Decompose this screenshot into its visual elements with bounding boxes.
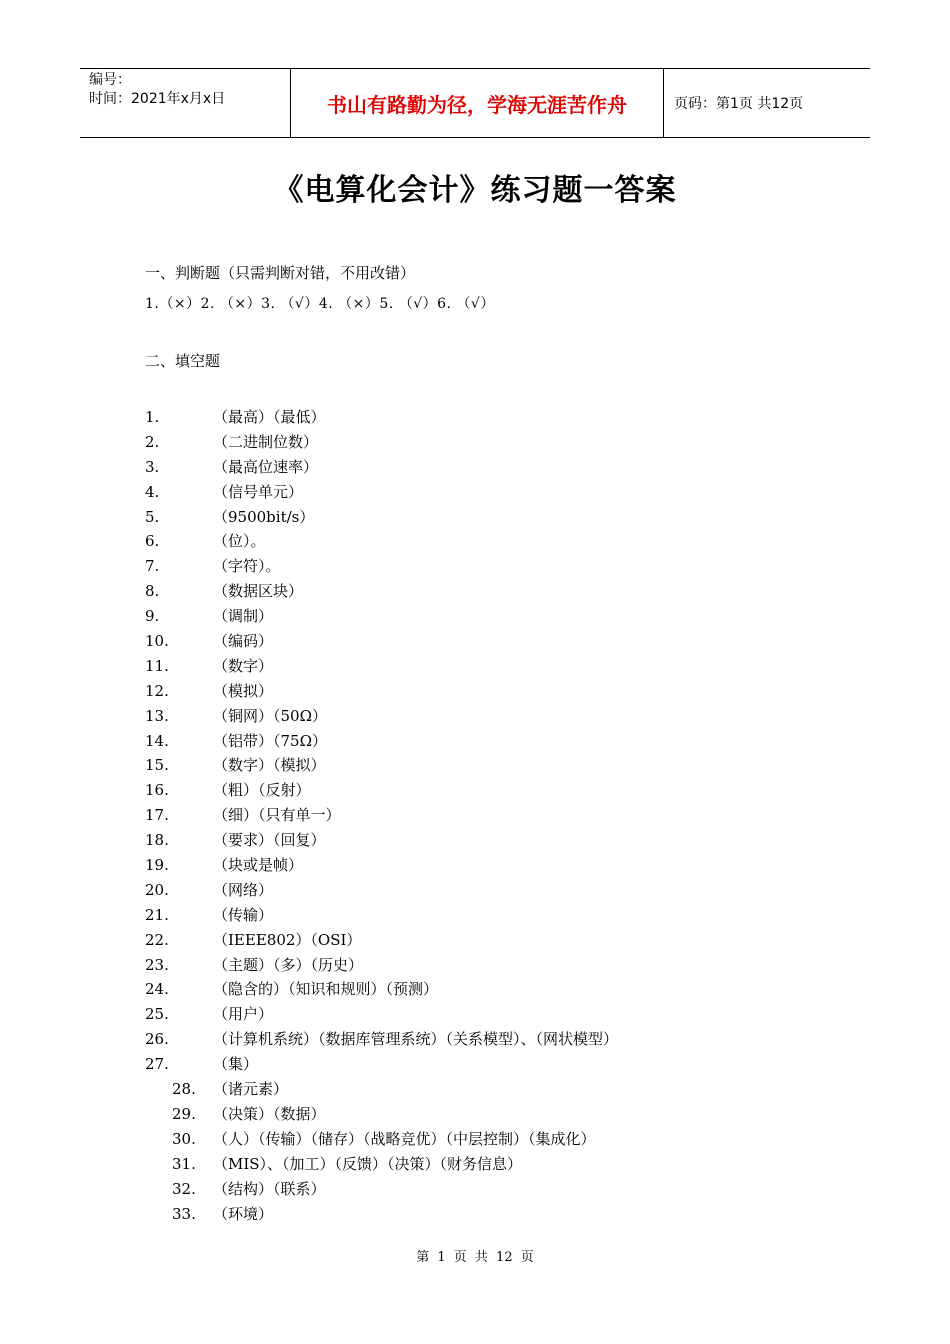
item-answer: （计算机系统）（数据库管理系统）（关系模型）、（网状模型） [213,1030,619,1049]
item-answer: （粗）（反射） [213,781,311,800]
item-answer: （二进制位数） [213,432,319,451]
list-item [0,1027,950,1052]
item-answer: （模拟） [213,681,274,700]
item-number: 13. [145,706,169,725]
item-number: 7. [145,557,160,576]
list-item [0,1052,950,1077]
list-item [0,778,950,803]
item-number: 26. [145,1030,169,1049]
item-answer: （9500bit/s） [213,507,315,526]
list-item [0,878,950,903]
item-number: 4. [145,482,160,501]
section1-answers: 1.（×）2. （×）3. （√）4. （×）5. （√）6. （√） [145,296,495,312]
page-footer: 第 1 页 共 12 页 [416,1250,534,1265]
document-title: 《电算化会计》练习题一答案 [273,173,677,208]
item-number: 1. [145,408,160,426]
item-number: 10. [145,632,169,651]
list-item [0,430,950,455]
item-number: 21. [145,905,169,924]
item-answer: （信号单元） [213,482,304,501]
item-number: 20. [145,880,169,899]
list-item [0,753,950,778]
item-number: 29. [172,1104,196,1123]
header-motto: 书山有路勤为径，学海无涯苦作舟 [291,69,664,137]
list-item [0,1127,950,1152]
item-answer: （最高位速率） [213,457,319,476]
item-answer: （用户） [213,1005,274,1024]
list-item [0,554,950,579]
fill-in-answer-list [0,405,950,1226]
item-number: 22. [145,930,169,949]
item-number: 8. [145,582,160,601]
item-answer: （结构）（联系） [213,1179,326,1198]
number-label: 编号： [89,72,131,88]
list-item [0,1002,950,1027]
list-item [0,654,950,679]
item-answer: （数据区块） [213,582,304,601]
item-answer: （集） [213,1055,259,1074]
item-number: 18. [145,831,169,850]
item-number: 12. [145,681,169,700]
item-answer: （决策）（数据） [213,1104,326,1123]
item-answer: （数字）（模拟） [213,756,326,775]
item-answer: （块或是帧） [213,856,304,875]
list-item [0,405,950,430]
item-number: 28. [172,1080,196,1099]
item-number: 30. [172,1129,196,1148]
item-answer: （编码） [213,632,274,651]
item-number: 32. [172,1179,196,1198]
list-item [0,977,950,1002]
item-answer: （细）（只有单一） [213,806,341,825]
item-number: 6. [145,532,160,551]
item-answer: （隐含的）（知识和规则）（预测） [213,980,439,999]
header-page-info: 页码：第1页 共12页 [674,96,804,112]
item-answer: （最高）（最低） [213,408,326,426]
item-answer: （铝带）（75Ω） [213,731,328,750]
list-item [0,1077,950,1102]
item-answer: （人）（传输）（储存）（战略竞优）（中层控制）（集成化） [213,1129,596,1148]
list-item [0,529,950,554]
item-number: 14. [145,731,169,750]
item-answer: （主题）（多）（历史） [213,955,364,974]
page-header [80,68,870,138]
list-item [0,579,950,604]
list-item [0,953,950,978]
item-answer: （传输） [213,905,274,924]
list-item [0,853,950,878]
item-number: 5. [145,507,160,526]
item-answer: （要求）（回复） [213,831,326,850]
item-number: 16. [145,781,169,800]
item-answer: （字符）。 [213,557,281,576]
list-item [0,604,950,629]
item-number: 24. [145,980,169,999]
list-item [0,803,950,828]
header-meta [80,69,291,137]
list-item [0,629,950,654]
item-number: 2. [145,432,160,451]
list-item [0,729,950,754]
list-item [0,1177,950,1202]
list-item [0,704,950,729]
time-label: 时间：2021年x月x日 [89,91,226,107]
item-number: 17. [145,806,169,825]
item-answer: （调制） [213,607,274,626]
section2-heading: 二、填空题 [145,352,221,370]
item-answer: （铜网）（50Ω） [213,706,328,725]
item-answer: （环境） [213,1204,274,1223]
item-number: 9. [145,607,160,626]
item-answer: （诸元素） [213,1080,289,1099]
section1-heading: 一、判断题（只需判断对错，不用改错） [145,264,416,282]
list-item [0,505,950,530]
item-number: 27. [145,1055,169,1074]
item-answer: （网络） [213,880,274,899]
item-number: 15. [145,756,169,775]
list-item [0,455,950,480]
list-item [0,903,950,928]
item-number: 25. [145,1005,169,1024]
item-answer: （数字） [213,656,274,675]
item-number: 31. [172,1154,196,1173]
list-item [0,1152,950,1177]
list-item [0,679,950,704]
item-answer: （位）。 [213,532,266,551]
item-number: 33. [172,1204,196,1223]
list-item [0,1202,950,1227]
list-item [0,928,950,953]
item-number: 11. [145,656,169,675]
item-number: 23. [145,955,169,974]
list-item [0,828,950,853]
item-answer: （IEEE802）（OSI） [213,930,362,949]
list-item [0,1102,950,1127]
list-item [0,480,950,505]
item-number: 19. [145,856,169,875]
item-number: 3. [145,457,160,476]
item-answer: （MIS）、（加工）（反馈）（决策）（财务信息） [213,1154,523,1173]
